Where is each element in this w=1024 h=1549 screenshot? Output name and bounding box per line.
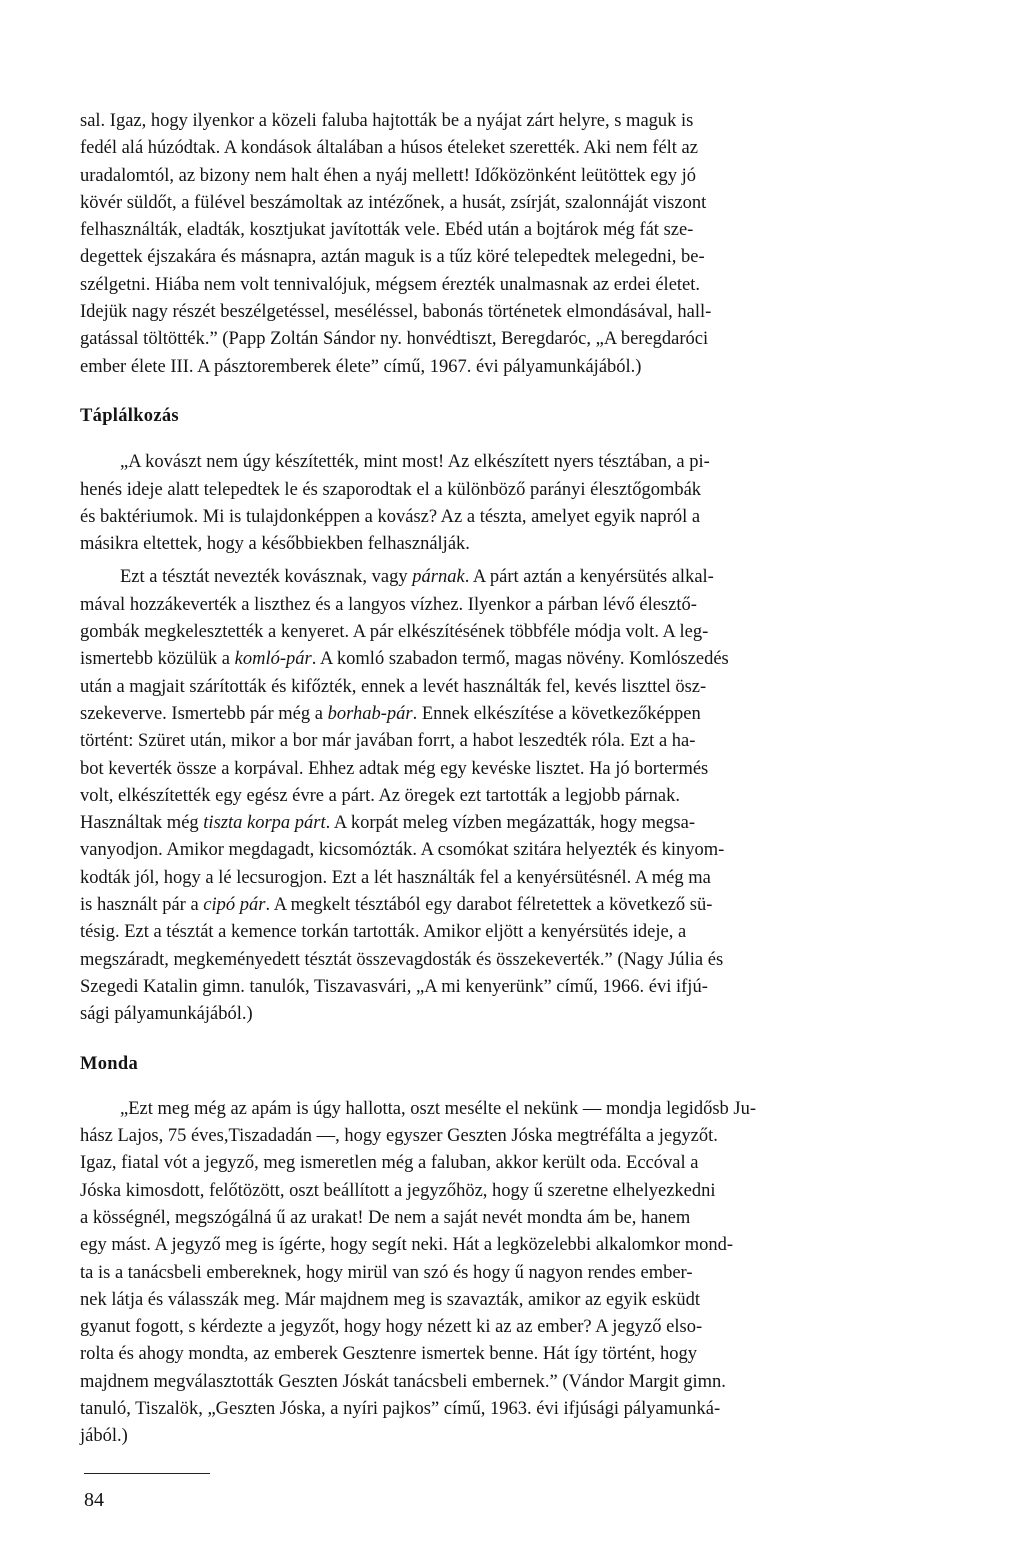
text-line: gatással töltötték.” (Papp Zoltán Sándor ny. honvédtiszt, Beregdaróc, „A beregdaróci [80, 329, 709, 350]
text-line: után a magjait szárították és kifőzték, ennek a levét használták fel, kevés liszttel ösz- [80, 676, 707, 697]
text-line: másikra eltettek, hogy a későbbiekben felhasználják. [80, 534, 470, 555]
text-line: mával hozzákeverték a liszthez és a langyos vízhez. Ilyenkor a párban lévő élesztő- [80, 594, 697, 615]
taplalkozas-paragraph-2 [80, 564, 954, 1028]
text-line: is használt pár a cipó pár. A megkelt tésztából egy darabot félretettek a következő sü- [80, 895, 713, 916]
text-line: Ezt a tésztát nevezték kovásznak, vagy párnak. A párt aztán a kenyérsütés alkal- [120, 567, 714, 588]
text-line: Jóska kimosdott, felőtözött, oszt beállított a jegyzőhöz, hogy ű szeretne elhelyezkedni [80, 1180, 716, 1201]
text-line: jából.) [80, 1426, 128, 1447]
text-line: bot keverték össze a korpával. Ehhez adtak még egy kevéske lisztet. Ha jó bortermés [80, 758, 709, 779]
text-line: volt, elkészítették egy egész évre a párt. Az öregek ezt tartották a legjobb párnak. [80, 785, 680, 806]
text-line: hász Lajos, 75 éves,Tiszadadán —, hogy egyszer Geszten Jóska megtréfálta a jegyzőt. [80, 1126, 718, 1147]
text-line: rolta és ahogy mondta, az emberek Gesztenre ismertek benne. Hát így történt, hogy [80, 1344, 697, 1365]
text-line: felhasználták, eladták, kosztjukat javították vele. Ebéd után a bojtárok még fát sze- [80, 220, 694, 241]
text-line: majdnem megválasztották Geszten Jóskát tanácsbeli embernek.” (Vándor Margit gimn. [80, 1371, 726, 1392]
text-line: gombák megkelesztették a kenyeret. A pár elkészítésének többféle módja volt. A leg- [80, 622, 709, 643]
text-line: henés ideje alatt telepedtek le és szaporodtak el a különböző parányi élesztőgombák [80, 479, 702, 500]
monda-paragraph [80, 1096, 954, 1451]
text-line: egy mást. A jegyző meg is ígérte, hogy segít neki. Hát a legközelebbi alkalomkor mond- [80, 1235, 733, 1256]
text-line: kodták jól, hogy a lé lecsurogjon. Ezt a lét használták fel a kenyérsütésnél. A még ma [80, 867, 711, 888]
text-line: uradalomtól, az bizony nem halt éhen a nyáj mellett! Időközönként leütöttek egy jó [80, 165, 696, 186]
text-line: Idejük nagy részét beszélgetéssel, meséléssel, babonás történetek elmondásával, hall- [80, 302, 712, 323]
text-line: a kösségnél, megszógálná ű az urakat! De nem a saját nevét mondta ám be, hanem [80, 1207, 691, 1228]
taplalkozas-paragraph-1 [80, 449, 954, 558]
text-line: ismertebb közülük a komló-pár. A komló szabadon termő, magas növény. Komlószedés [80, 649, 729, 670]
text-line: megszáradt, megkeményedett tésztát összevagdosták és összekeverték.” (Nagy Júlia és [80, 949, 724, 970]
footnote-rule [84, 1473, 210, 1474]
page-body [80, 108, 954, 1451]
text-line: gyanut fogott, s kérdezte a jegyzőt, hogy hogy nézett ki az az ember? A jegyző elso- [80, 1317, 703, 1338]
text-line: „A kovászt nem úgy készítették, mint most! Az elkészített nyers tésztában, a pi- [120, 452, 710, 473]
text-line: kövér süldőt, a fülével beszámoltak az intézőnek, a husát, zsírját, szalonnáját viszont [80, 192, 707, 213]
text-line: sal. Igaz, hogy ilyenkor a közeli faluba hajtották be a nyájat zárt helyre, s maguk is [80, 111, 694, 131]
text-line: fedél alá húzódtak. A kondások általában a húsos ételeket szerették. Aki nem félt az [80, 138, 698, 159]
text-line: vanyodjon. Amikor megdagadt, kicsomózták. A csomókat szitára helyezték és kinyom- [80, 840, 725, 861]
text-line: szélgetni. Hiába nem volt tennivalójuk, mégsem érezték unalmasnak az erdei életet. [80, 274, 701, 295]
text-line: degettek éjszakára és másnapra, aztán maguk is a tűz köré telepedtek melegedni, be- [80, 247, 705, 268]
page-number: 84 [84, 1489, 104, 1511]
text-line: ember élete III. A pásztoremberek élete” című, 1967. évi pályamunkájából.) [80, 356, 642, 377]
intro-paragraph [80, 108, 954, 381]
text-line: tanuló, Tiszalök, „Geszten Jóska, a nyíri pajkos” című, 1963. évi ifjúsági pályamunká- [80, 1399, 721, 1420]
text-line: sági pályamunkájából.) [80, 1004, 253, 1025]
section-heading-monda: Monda [80, 1053, 139, 1074]
text-line: Használtak még tiszta korpa párt. A korpát meleg vízben megázatták, hogy megsa- [80, 813, 695, 834]
text-line: és baktériumok. Mi is tulajdonképpen a kovász? Az a tészta, amelyet egyik napról a [80, 506, 701, 527]
text-line: tésig. Ezt a tésztát a kemence torkán tartották. Amikor eljött a kenyérsütés ideje, a [80, 922, 687, 943]
text-line: Igaz, fiatal vót a jegyző, meg ismeretlen még a faluban, akkor került oda. Eccóval a [80, 1153, 699, 1174]
text-line: „Ezt meg még az apám is úgy hallotta, oszt mesélte el nekünk — mondja legidősb Ju- [120, 1098, 757, 1119]
text-line: történt: Szüret után, mikor a bor már javában forrt, a habot leszedték róla. Ezt a ha- [80, 731, 696, 752]
text-line: ta is a tanácsbeli embereknek, hogy mirül van szó és hogy ű nagyon rendes ember- [80, 1262, 693, 1283]
text-line: szekeverve. Ismertebb pár még a borhab-pár. Ennek elkészítése a következőképpen [80, 703, 701, 724]
section-heading-taplalkozas: Táplálkozás [80, 405, 179, 426]
text-line: nek látja és válasszák meg. Már majdnem meg is szavazták, amikor az egyik esküdt [80, 1289, 701, 1310]
text-line: Szegedi Katalin gimn. tanulók, Tiszavasvári, „A mi kenyerünk” című, 1966. évi ifjú- [80, 976, 708, 997]
